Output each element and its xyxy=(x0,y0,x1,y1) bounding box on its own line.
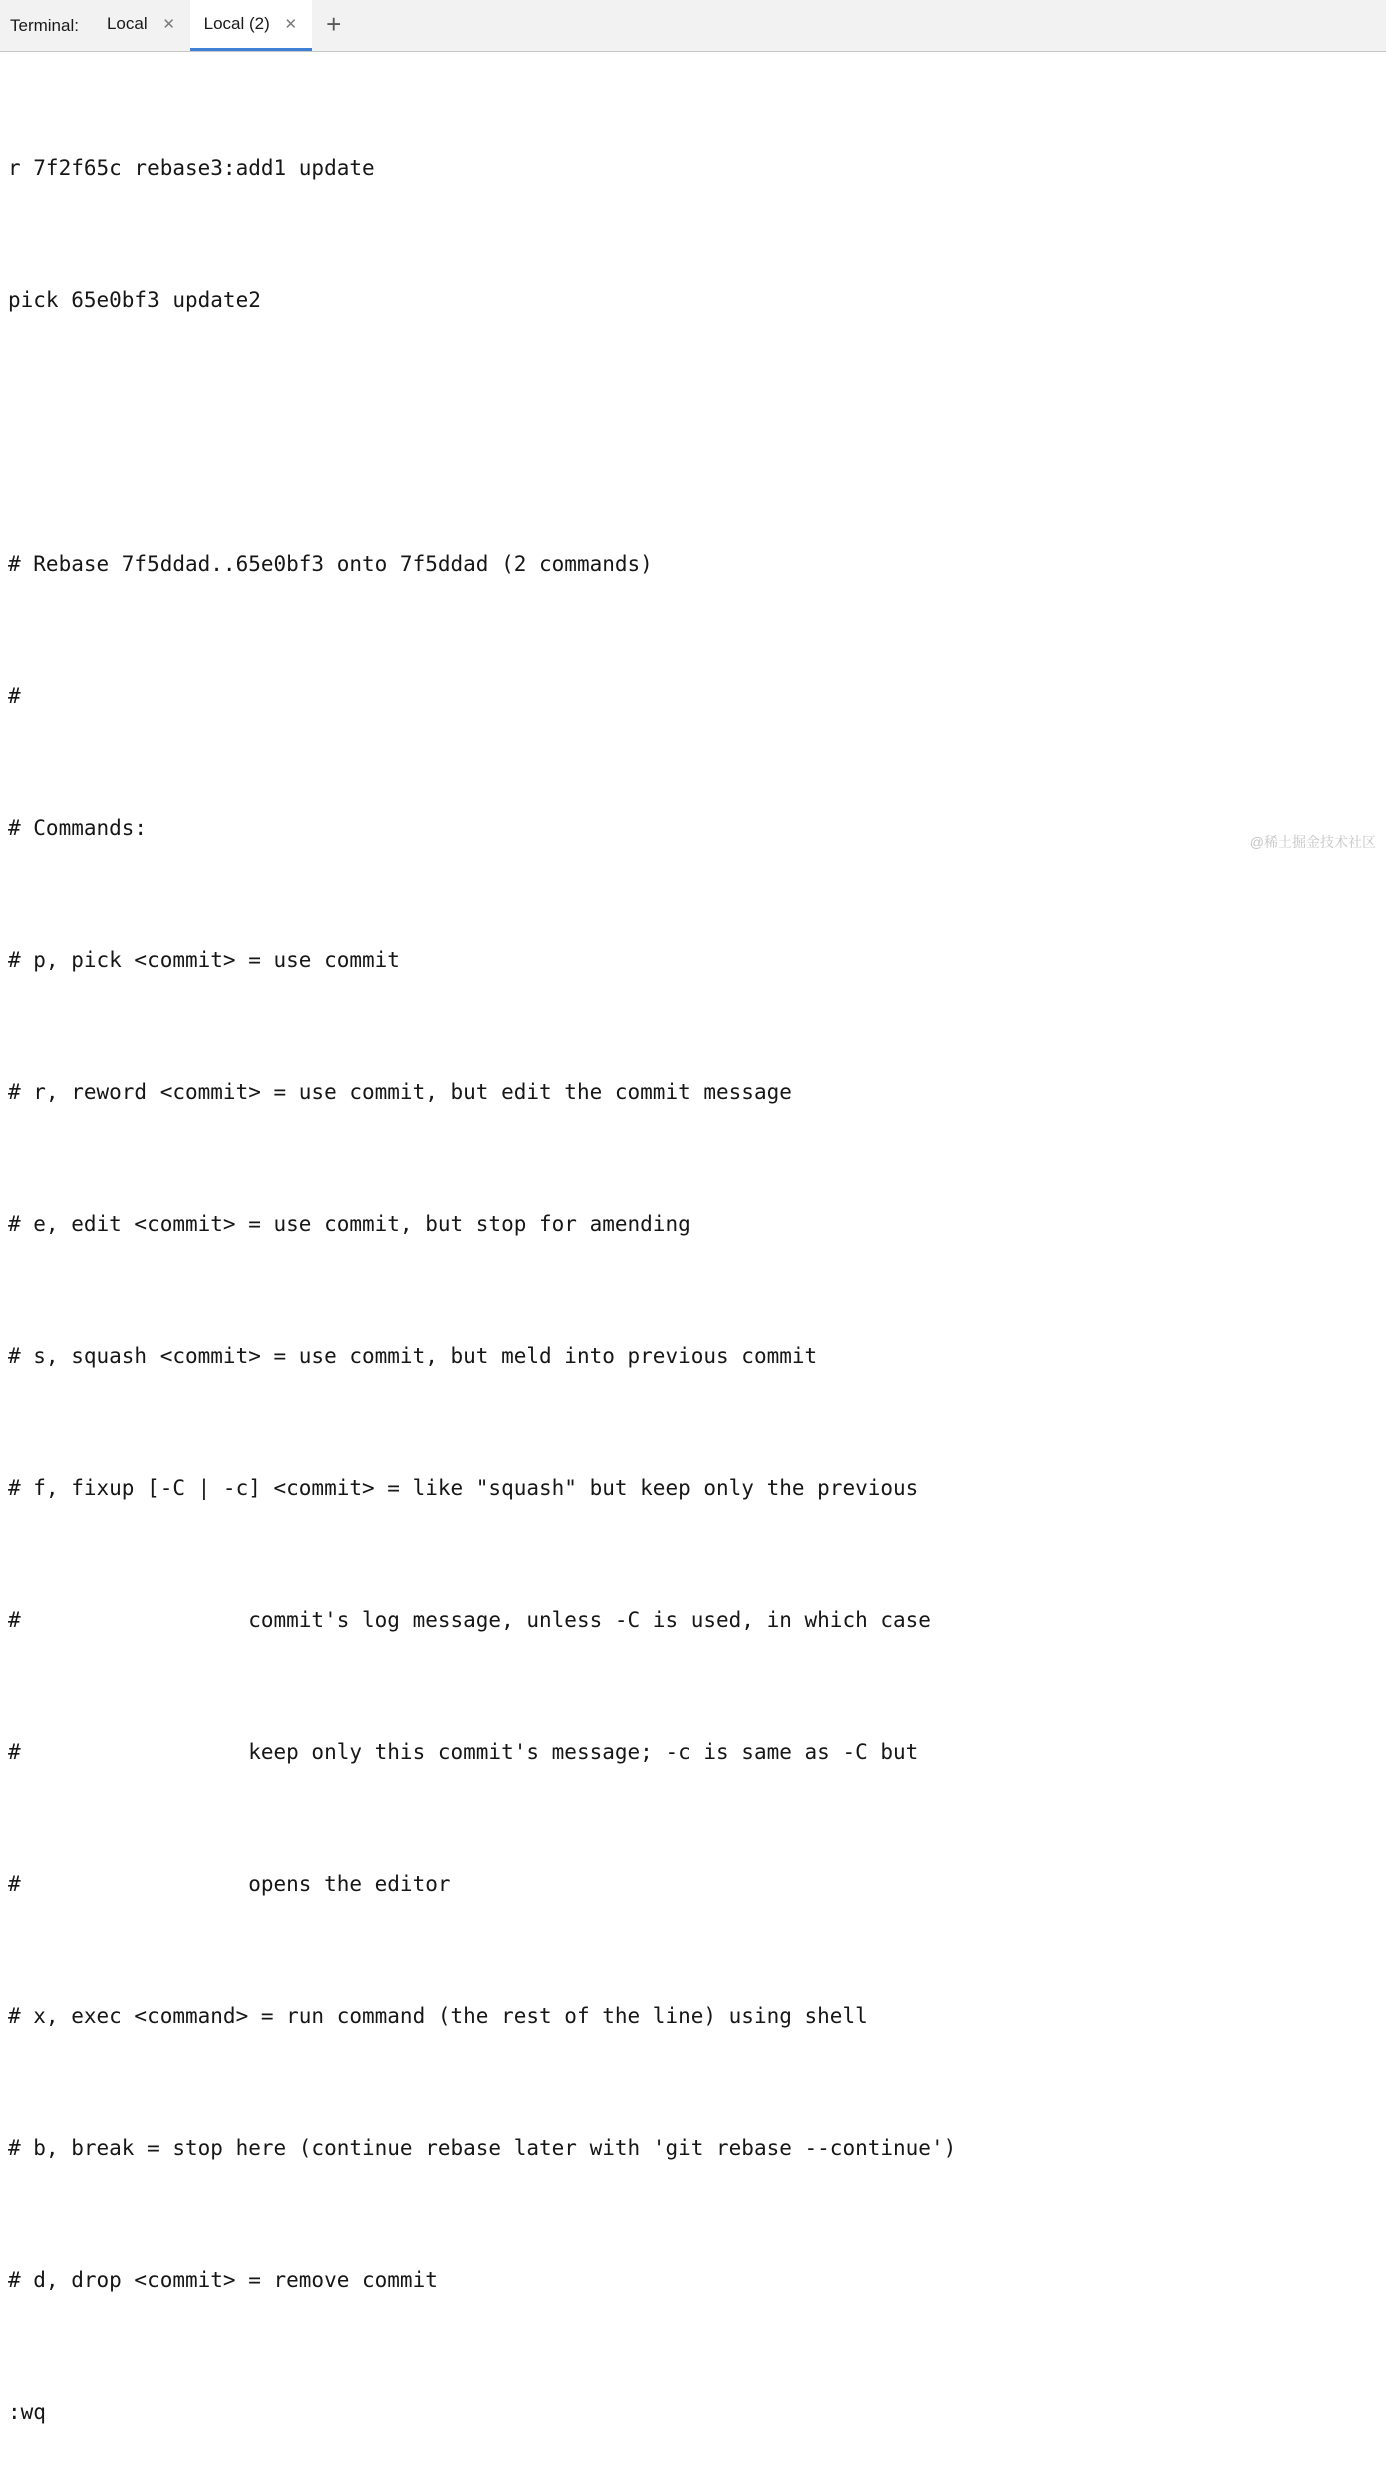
tab-local-2-label: Local (2) xyxy=(203,14,270,33)
tab-local-2[interactable] xyxy=(190,0,312,51)
close-icon[interactable]: ✕ xyxy=(162,15,175,33)
terminal-line: # Commands: xyxy=(8,816,148,840)
terminal-line: # xyxy=(8,684,21,708)
terminal-line: # keep only this commit's message; -c is same as -C but xyxy=(8,1740,919,1764)
close-icon[interactable]: ✕ xyxy=(284,15,298,33)
tab-local-label: Local xyxy=(106,14,148,33)
watermark: @稀土掘金技术社区 xyxy=(1249,834,1376,850)
terminal-line: r 7f2f65c rebase3:add1 update xyxy=(8,156,375,180)
terminal-line: # x, exec <command> = run command (the rest of the line) using shell xyxy=(8,2004,868,2028)
terminal-line: # r, reword <commit> = use commit, but edit the commit message xyxy=(8,1080,792,1104)
terminal-line: # f, fixup [-C | -c] <commit> = like "squash" but keep only the previous xyxy=(8,1476,919,1500)
tab-local[interactable] xyxy=(93,0,190,51)
terminal-line: # e, edit <commit> = use commit, but stop for amending xyxy=(8,1212,691,1236)
terminal-line: # p, pick <commit> = use commit xyxy=(8,948,400,972)
terminal-label: Terminal: xyxy=(10,15,79,35)
terminal-command-line: :wq xyxy=(8,2400,46,2424)
terminal-line: # Rebase 7f5ddad..65e0bf3 onto 7f5ddad (2 commands) xyxy=(8,552,653,576)
terminal-line: pick 65e0bf3 update2 xyxy=(8,288,261,312)
terminal-line: # opens the editor xyxy=(8,1872,451,1896)
terminal-line: # s, squash <commit> = use commit, but meld into previous commit xyxy=(8,1344,818,1368)
terminal-line: # b, break = stop here (continue rebase later with 'git rebase --continue') xyxy=(8,2136,957,2160)
terminal-line xyxy=(8,410,1386,454)
terminal-tab-bar xyxy=(0,0,1386,52)
terminal-line: # d, drop <commit> = remove commit xyxy=(8,2268,438,2292)
terminal-line: # commit's log message, unless -C is used, in which case xyxy=(8,1608,931,1632)
plus-icon[interactable]: + xyxy=(326,9,342,39)
terminal-output[interactable] xyxy=(0,52,1386,2424)
